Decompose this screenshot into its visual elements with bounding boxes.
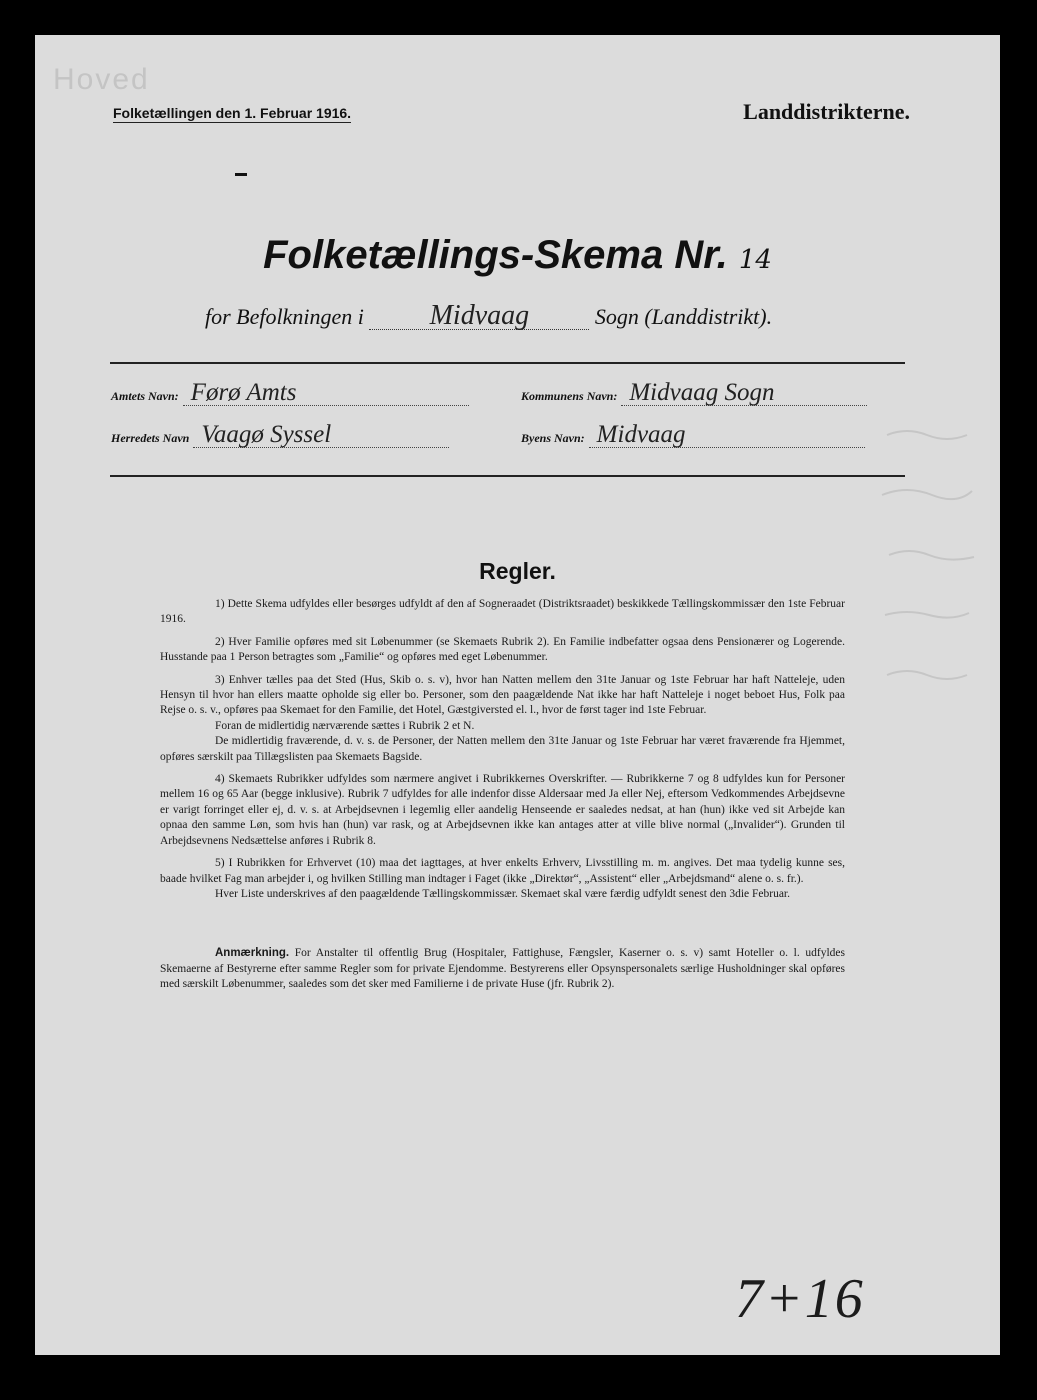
by-value: Midvaag (589, 423, 865, 448)
amt-value: Førø Amts (183, 381, 469, 406)
census-form-page (35, 35, 1000, 1355)
bleed-through-text: Hoved (53, 63, 150, 96)
rule-4: 4) Skemaets Rubrikker udfyldes som nærmere angivet i Rubrikkernes Overskrifter. — Rubrikkerne 7 og 8 udfyldes kun for Personer mellem 16 og 65 Aar (begge inklusive). Rubrik 7 udfyldes for alle indenfor disse Aldersaar med Ja eller Nej, eftersom Vedkommendes Arbejdsevne er varigt forringet eller ej, d. v. s. at Arbejdsevnen i legemlig eller aandelig Henseende er saaledes nedsat, at han (hun) ikke ved sit Arbejde kan opnaa den samme Løn, som hvis han (hun) var rask, og at Arbejdsevnen ikke kan antages atter at ville blive normal („Invalider“). Grunden til Arbejdsevnens Nedsættelse anføres i Rubrik 8. (160, 773, 845, 847)
form-number: 14 (738, 245, 772, 275)
subtitle-prefix: for Befolkningen i (205, 304, 364, 329)
rules-heading: Regler. (479, 558, 556, 584)
rules-body (160, 597, 845, 1000)
rule-3: 3) Enhver tælles paa det Sted (Hus, Skib o. s. v), hvor han Natten mellem den 31te Januar og 1ste Februar har haft Natteleje, uden Hensyn til hvor han ellers maatte opholde sig eller bo. Personer, som den paagældende Nat ikke har haft Natteleje i noget beboet Hus, Folk paa Rejse o. s. v., opføres paa Skemaet for den Familie, det Hotel, Gæstgiversted el. l., hvor de først tager ind 1ste Februar. (160, 673, 845, 717)
rule-3-present: Foran de midlertidig nærværende sættes i Rubrik 2 et N. (215, 719, 475, 732)
dash-mark (235, 173, 247, 176)
herred-label: Herredets Navn (111, 431, 190, 445)
amt-row (111, 381, 469, 406)
subtitle-suffix: Sogn (Landdistrikt). (594, 304, 773, 329)
remark-text: For Anstalter til offentlig Brug (Hospitaler, Fattighuse, Fængsler, Kaserner o. s. v) samt Hoteller o. l. udfyldes Skemaerne af Bestyrerne efter samme Regler som for private Ejendomme. Bestyrerens eller Opsynspersonalets særlige Husholdninger skal opføres med særskilt Løbenummer, saaledes som det sker med Familierne i de private Huse (jfr. Rubrik 2). (160, 947, 845, 991)
rule-5: 5) I Rubrikken for Erhvervet (10) maa det iagttages, at hver enkelts Erhverv, Livsstilling m. m. angives. Det maa tydelig kunne ses, baade hvilket Fag man arbejder i, og hvilken Stilling man indtager i Faget (ikke „Direktør“, „Assistent“ eller „Arbejdsmand“ alene o. s. fr.). (160, 857, 845, 885)
kommune-value: Midvaag Sogn (621, 381, 867, 406)
rule-5-signature: Hver Liste underskrives af den paagældende Tællingskommissær. Skemaet skal være færdig udfyldt senest den 3die Februar. (215, 887, 790, 900)
census-date-header: Folketællingen den 1. Februar 1916. (113, 105, 352, 121)
remark-paragraph (160, 946, 845, 992)
kommune-row (521, 381, 867, 406)
rule-1: 1) Dette Skema udfyldes eller besørges udfyldt af den af Sognerаadet (Distriktsraadet) beskikkede Tællingskommissær den 1ste Februar 1916. (160, 598, 845, 626)
rule-3-absent: De midlertidig fraværende, d. v. s. de Personer, der Natten mellem den 31te Januar og 1ste Februar har været fraværende fra Hjemmet, opføres særskilt paa Tillægslisten paa Skemaets Bagside. (160, 735, 845, 763)
top-divider (110, 362, 905, 364)
form-title-text: Folketællings-Skema Nr. (263, 233, 728, 277)
rule-2: 2) Hver Familie opføres med sit Løbenummer (se Skemaets Rubrik 2). En Familie indbefatter ogsaa dens Pensionærer og Logerende. Husstande paa 1 Person betragtes som „Familie“ og opføres med eget Løbenummer. (160, 635, 845, 664)
kommune-label: Kommunens Navn: (521, 389, 618, 403)
amt-label: Amtets Navn: (111, 389, 179, 403)
herred-row (111, 423, 449, 448)
remark-label: Anmærkning. (215, 947, 290, 960)
by-label: Byens Navn: (521, 431, 585, 445)
form-title (35, 233, 1000, 278)
handwritten-page-number: 7+16 (735, 1268, 865, 1330)
parish-name-field: Midvaag (369, 303, 589, 330)
form-subtitle (205, 300, 773, 331)
by-row (521, 423, 865, 448)
herred-value: Vaagø Syssel (193, 423, 449, 448)
district-type-header: Landdistrikterne. (743, 99, 910, 124)
bottom-divider (110, 475, 905, 477)
